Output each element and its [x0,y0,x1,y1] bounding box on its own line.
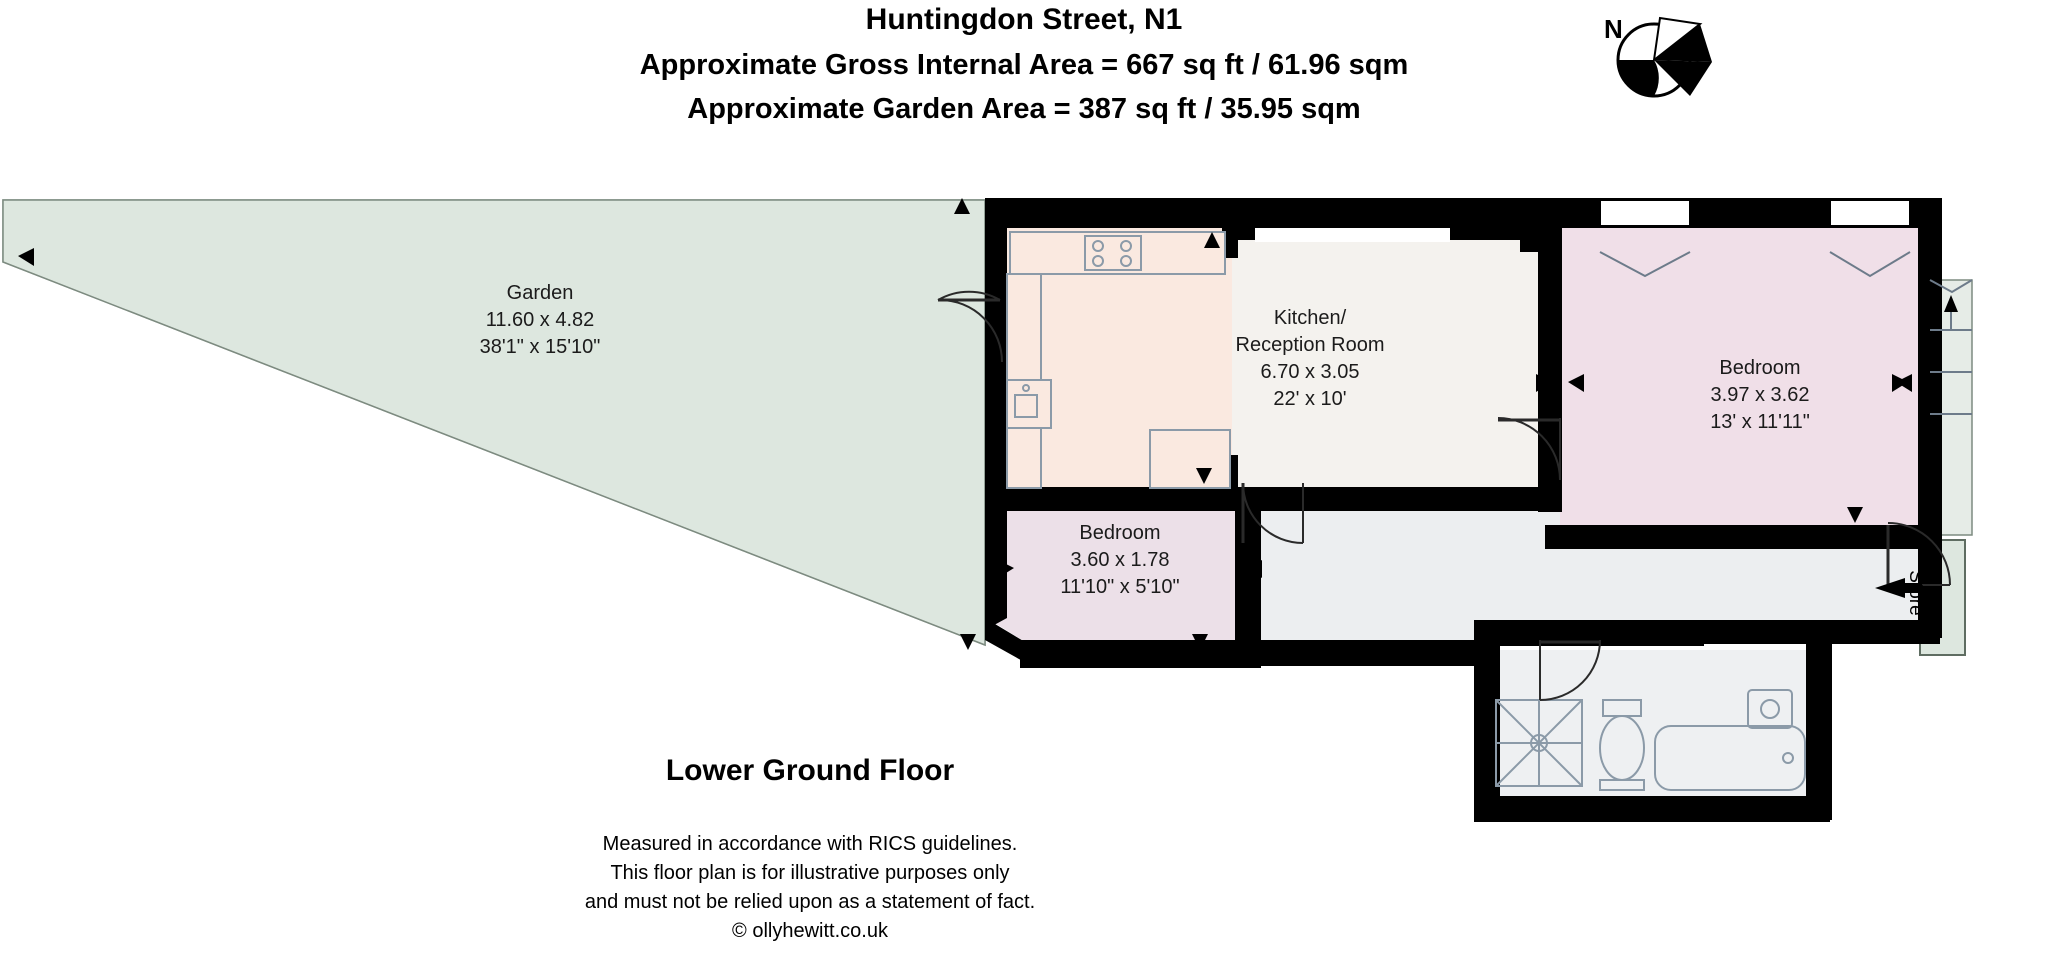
shower-icon [1496,700,1582,786]
room-dim-metric: 3.97 x 3.62 [1710,384,1810,406]
room-name: Bedroom [1719,357,1801,379]
disclaimer-line-3: and must not be relied upon as a statement of fact. [584,891,1036,913]
room-dim-metric: 6.70 x 3.05 [1260,361,1360,383]
compass-north-letter: N [1604,14,1623,44]
room-dim-imperial: 38'1" x 15'10" [479,336,601,358]
room-name-line1: Kitchen/ [1273,307,1347,329]
disclaimer-line-2: This floor plan is for illustrative purposes only [610,862,1010,884]
copyright-line: © ollyhewitt.co.uk [732,920,888,942]
room-label-bedroom-second [980,520,1260,601]
room-name: Bedroom [1079,522,1161,544]
kitchen-sink-icon [1007,380,1051,428]
room-dim-imperial: 13' x 11'11" [1710,411,1810,433]
disclaimer-text [490,830,1130,946]
disclaimer-line-1: Measured in accordance with RICS guidelines. [602,833,1018,855]
room-name: Garden [506,282,574,304]
garden-area-shape-2 [3,200,985,645]
page-title: Huntingdon Street, N1 [865,3,1183,36]
room-dim-imperial: 11'10" x 5'10" [1060,576,1180,598]
room-label-kitchen-reception [1160,305,1460,413]
garden-area-text: Approximate Garden Area = 387 sq ft / 35.95 sqm [687,93,1361,125]
kitchen-counter-icon [1010,232,1225,274]
room-label-store: Store [1905,570,1926,616]
room-dim-metric: 3.60 x 1.78 [1070,549,1170,571]
room-dim-metric: 11.60 x 4.82 [485,309,595,331]
gross-internal-area-text: Approximate Gross Internal Area = 667 sq ft / 61.96 sqm [639,49,1409,81]
room-dim-imperial: 22' x 10' [1273,388,1347,410]
floor-label: Lower Ground Floor [665,754,955,787]
room-label-garden [400,280,680,361]
room-label-bedroom-main [1610,355,1910,436]
room-name-line2: Reception Room [1235,334,1385,356]
